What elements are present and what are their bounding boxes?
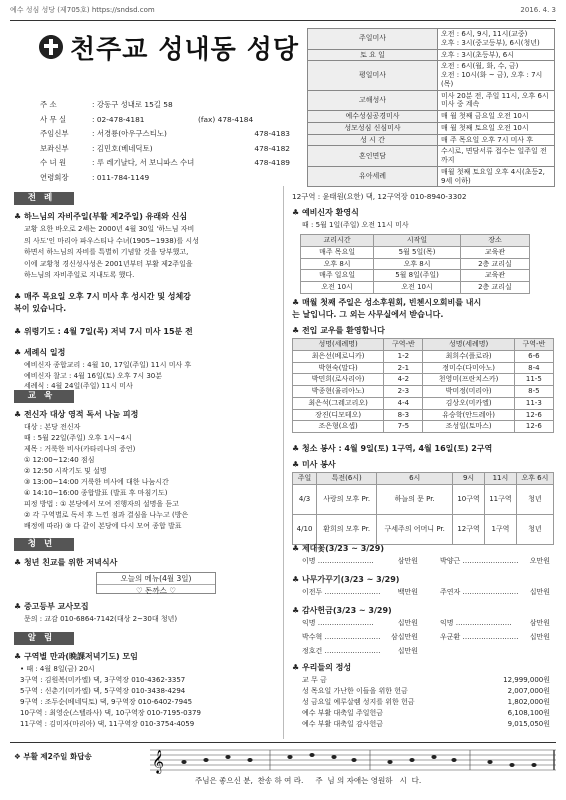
section-liturgy: 전례 [14,192,74,205]
table-header-cell: 구역-반 [514,339,553,351]
table-header-cell: 11시 [485,473,517,485]
hymn-label: ❖ 부활 제2주일 화답송 [14,752,92,761]
table-cell: 11-5 [514,374,553,386]
table-header-cell: 구역-반 [384,339,423,351]
table-cell: 4-2 [384,374,423,386]
donor-amount: 삼십만원 [390,633,418,641]
donor-name: 박양근 …………………… [440,557,519,565]
schedule-value: 매월 첫째 토요일 오후 4시(초등2, 9세 이하) [438,166,555,187]
youth-dinner-heading: ♣ 청년 친교를 위한 저녁식사 [14,558,118,567]
parish-title: 천주교 성내동 성당 [70,35,300,65]
table-cell: 2-3 [384,386,423,398]
evening-prayer-heading: ♣ 구역별 만과(晩課저녁기도) 모임 [14,652,138,661]
baptism-heading: ♣ 세례식 일정 [14,348,66,357]
music-staff-icon [150,746,556,774]
donor-name: 이명 …………………… [302,557,374,565]
donor-amount: 백만원 [397,588,418,596]
offering-amount: 2,007,000원 [507,687,550,695]
donor-amount: 삼만원 [397,557,418,565]
section-education: 교육 [14,390,74,403]
table-cell: 청년 [516,484,553,514]
table-row [293,484,554,514]
retreat-line: 피정 방법 : ① 본당에서 모여 진행자의 설명을 듣고 [24,500,179,508]
table-row [293,397,554,409]
altar-flowers-heading: ♣ 제대꽃(3/23 ~ 3/29) [292,544,384,553]
retreat-line: ③ 13:00~14:00 거룩한 비사에 대한 나눔시간 [24,478,169,486]
table-cell: 7-5 [384,421,423,433]
evening-prayer-line: 10구역 : 최영순(스텔라사) 댁, 10구역장 010-7195-0379 [20,709,201,717]
schedule-row [308,122,555,134]
table-cell: 매주 목요일 [301,246,374,258]
table-row [293,350,554,362]
offerings-heading: ♣ 우리들의 정성 [292,663,352,672]
table-row [293,409,554,421]
table-cell: 5월 5일(목) [374,246,461,258]
contact-label: 보좌신부 [40,143,69,153]
donor-name: 이전두 …………………… [302,588,381,596]
donor-amount: 십만원 [397,619,418,627]
schedule-row [308,61,555,90]
menu-item: ♡ 돈까스 ♡ [136,586,176,596]
donor-amount: 십만원 [529,588,550,596]
retreat-line: 대상 : 본당 전신자 [24,423,81,431]
donor-name: 우군환 …………………… [440,633,519,641]
schedule-label: 주일미사 [308,29,438,50]
schedule-label: 유아세례 [308,166,438,187]
table-cell: 1구역 [485,514,517,544]
table-cell: 매주 일요일 [301,270,374,282]
schedule-label: 토 요 일 [308,49,438,61]
table-cell: 최은선(베로니카) [293,350,384,362]
offering-label: 예수 부활 대축일 감사헌금 [302,720,384,728]
evening-prayer-line: 5구역 : 신춘기(미카엘) 댁, 5구역장 010-3438-4294 [20,687,186,695]
contact-phone: 478-4189 [254,158,290,167]
offering-label: 예수 부활 대축일 주일헌금 [302,709,384,717]
retreat-line: 제목 : 거룩한 비사(카타리나의 증언) [24,445,136,453]
contact-fax: (fax) 478-4184 [198,114,254,124]
table-cell: 11구역 [485,484,517,514]
hymn-lyric: 주님은 좋으신 분, 찬송 하 여 라. 주 님 의 자애는 영원하 시 다. [195,776,422,785]
table-cell: 8-3 [384,409,423,421]
table-cell: 조성일(토마스) [423,421,514,433]
schedule-line: 오전 : 10시(화 ~ 금), 오후 : 7시(목) [441,71,543,88]
table-cell: 8-5 [514,386,553,398]
contact-label: 주임신부 [40,129,69,138]
bulletin-info: 예수 성심 성당 (제705호) https://sndsd.com [10,6,155,14]
zone-12-line: 12구역 : 윤태원(요한) 댁, 12구역장 010-8940-3302 [292,192,467,201]
table-row [293,386,554,398]
donor-name: 주연자 …………………… [440,588,519,596]
retreat-line: 때 : 5월 22일(주일) 오후 1시~4시 [24,434,132,442]
offering-label: 성 목요일 가난한 이들을 위한 헌금 [302,687,408,695]
newcomers-heading: ♣ 전입 교우를 환영합니다 [292,326,385,335]
table-cell: 최은석(그레고리오) [293,397,384,409]
mercy-sunday-line: 하느님의 자비주일로 지내도록 했다. [24,271,135,279]
newcomers-table [292,338,554,433]
table-cell: 2-1 [384,362,423,374]
offering-label: 교 무 금 [302,676,327,684]
table-row [293,374,554,386]
offering-label: 성 금요일 예루살렘 성지를 위한 헌금 [302,698,415,706]
table-header-cell: 교리시간 [301,235,374,247]
schedule-line: 오후 : 3시(초등부), 6시 [441,50,514,59]
schedule-row [308,29,555,50]
schedule-value: 매 월 첫째 금요일 오전 10시 [438,111,555,123]
retreat-line: ① 12:00~12:40 점심 [24,456,95,464]
schedule-value [438,49,555,61]
thanks-offering-heading: ♣ 감사헌금(3/23 ~ 3/29) [292,606,392,615]
offering-amount: 1,802,000원 [507,698,550,706]
baptism-line: 세례식 : 4월 24일(주일) 11시 미사 [24,382,133,390]
schedule-value [438,29,555,50]
table-cell: 최희수(플로라) [423,350,514,362]
table-cell: 5월 8일(주일) [374,270,461,282]
table-cell: 1-2 [384,350,423,362]
contact-value: : 루 레기날다, 서 보니파스 수녀 [92,158,195,167]
contact-label: 연령회장 [40,172,69,182]
menu-box [96,572,216,594]
table-header-row [301,235,530,247]
contact-label: 수 녀 원 [40,158,67,167]
evening-prayer-line: • 때 : 4월 8일(금) 20시 [20,665,95,673]
donor-amount: 십만원 [529,633,550,641]
column-divider [283,186,284,739]
table-header-cell: 6시 [377,473,453,485]
retreat-heading: ♣ 전신자 대상 영적 독서 나눔 피정 [14,410,139,419]
table-header-row [293,339,554,351]
table-row [301,246,530,258]
schedule-value [438,90,555,111]
table-cell: 하늘의 문 Pr. [377,484,453,514]
table-cell: 오후 8시 [374,258,461,270]
schedule-value: 수시로, 면담서류 접수는 일주일 전까지 [438,146,555,167]
mass-service-table [292,472,554,545]
table-cell: 오후 8시 [301,258,374,270]
mass-schedule-table [307,28,555,187]
menu-title: 오늘의 메뉴(4월 3일) [97,573,215,585]
donor-amount: 십만원 [397,647,418,655]
table-row [301,270,530,282]
bottom-divider [10,742,556,743]
teacher-recruit-heading: ♣ 중고등부 교사모집 [14,602,89,611]
table-cell: 12-6 [514,409,553,421]
table-header-cell: 주일 [293,473,317,485]
catechumen-heading: ♣ 예비신자 환영식 [292,208,359,217]
table-cell: 청년 [516,514,553,544]
table-header-cell: 특전(6시) [317,473,377,485]
schedule-row [308,146,555,167]
evening-prayer-line: 11구역 : 김미자(마리아) 댁, 11구역장 010-3754-4059 [20,720,195,728]
table-header-cell: 장소 [460,235,529,247]
schedule-label: 성 시 간 [308,134,438,146]
table-cell: 조은형(요셉) [293,421,384,433]
contact-value: : 강동구 성내로 15길 58 [92,100,173,109]
table-cell: 4/10 [293,514,317,544]
table-cell: 12-6 [514,421,553,433]
donor-name: 박수혁 …………………… [302,633,381,641]
table-row [293,362,554,374]
top-bar [10,6,556,18]
table-cell: 4/3 [293,484,317,514]
table-cell: 정미수(다미아노) [423,362,514,374]
retreat-line: 배정에 따라) ③ 다 같이 본당에 다시 모여 종합 발표 [24,522,182,530]
monthly-dues-line: 는 날입니다. 그 외는 사무실에서 받습니다. [292,310,444,319]
mercy-sunday-line: 의 사도'인 마리아 파우스티나 수녀(1905~1938)를 시성 [24,236,199,245]
schedule-row [308,49,555,61]
contact-value: : 김민호(베네딕토) [92,143,153,153]
schedule-label: 평일미사 [308,61,438,90]
contact-label: 사 무 실 [40,114,67,124]
donor-amount: 오만원 [529,557,550,565]
top-divider [10,20,556,21]
offering-amount: 9,015,050원 [507,720,550,728]
prayer-for-dead-notice: ♣ 위령기도 : 4월 7일(목) 저녁 7시 미사 15분 전 [14,327,193,336]
contact-value: : 02-478-4181 [92,114,145,124]
mercy-sunday-line: 하면서 하느님의 자비를 특별히 기념할 것을 당부했고, [24,248,189,256]
schedule-line: 미사 20분 전, 주일 11시, 오후 6시 미사 중 계속 [441,91,549,109]
table-header-cell: 9시 [453,473,485,485]
donor-name: 익명 …………………… [440,619,512,627]
table-cell: 장진(디모테오) [293,409,384,421]
section-notice: 알림 [14,632,74,645]
schedule-label: 성모성심 신심미사 [308,122,438,134]
table-row [301,258,530,270]
table-row [293,421,554,433]
table-cell: 천영미(프란치스카) [423,374,514,386]
schedule-row [308,90,555,111]
mercy-sunday-line: 이에 교황청 경신성사성은 2001년부터 부활 제2주일을 [24,259,193,268]
table-cell: 환희의 모후 Pr. [317,514,377,544]
table-header-cell: 오후 6시 [516,473,553,485]
schedule-label: 예수성심공경미사 [308,111,438,123]
table-cell: 교육관 [460,270,529,282]
retreat-line: ② 12:50 시작기도 및 설명 [24,467,107,475]
table-cell: 유승학(안드레아) [423,409,514,421]
contact-phone: 478-4182 [254,143,290,153]
table-header-cell: 시작일 [374,235,461,247]
schedule-value: 매 주 목요일 오후 7시 미사 후 [438,134,555,146]
section-youth: 청년 [14,538,74,551]
catechumen-date: 때 : 5월 1일(주일) 오전 11시 미사 [302,221,409,229]
table-cell: 11-3 [514,397,553,409]
schedule-value: 매 월 첫째 토요일 오전 10시 [438,122,555,134]
table-cell: 2층 교리실 [460,258,529,270]
table-cell: 박현숙(말다) [293,362,384,374]
table-cell: 6-6 [514,350,553,362]
table-cell: 박민희(로사리아) [293,374,384,386]
tree-care-heading: ♣ 나무가꾸기(3/23 ~ 3/29) [292,575,400,584]
evening-prayer-line: 9구역 : 조두순(베네딕토) 댁, 9구역장 010-6402-7945 [20,698,193,706]
table-cell: 구세주의 어머니 Pr. [377,514,453,544]
church-logo-icon [38,34,64,60]
table-cell: 박종현(율리아노) [293,386,384,398]
svg-text:𝄞: 𝄞 [152,749,164,773]
table-cell: 사랑의 모후 Pr. [317,484,377,514]
table-cell: 김상오(미카엘) [423,397,514,409]
contact-phone: 478-4183 [254,129,290,138]
table-cell: 12구역 [453,514,485,544]
mercy-sunday-line: 교황 요한 바오로 2세는 2000년 4월 30일 '하느님 자비 [24,225,195,233]
table-cell: 2층 교리실 [460,282,529,294]
table-cell: 박미정(미리아) [423,386,514,398]
cleaning-notice: ♣ 청소 봉사 : 4월 9일(토) 1구역, 4월 16일(토) 2구역 [292,444,493,453]
schedule-label: 혼인면담 [308,146,438,167]
holy-hour-line: ♣ 매주 목요일 오후 7시 미사 후 성시간 및 성체강 [14,292,191,301]
schedule-row [308,134,555,146]
donor-name: 정호건 …………………… [302,647,381,655]
schedule-line: 오후 : 3시(중고등부), 6시(청년) [441,38,540,47]
schedule-label: 고해성사 [308,90,438,111]
schedule-line: 오전 : 6시, 9시, 11시(교중) [441,30,528,38]
catechism-table [300,234,530,294]
contact-value: : 서경룡(아우구스티노) [92,129,167,138]
table-cell: 4-4 [384,397,423,409]
schedule-row [308,111,555,123]
table-header-cell: 성명(세례명) [293,339,384,351]
schedule-row [308,166,555,187]
mass-service-heading: ♣ 미사 봉사 [292,460,336,469]
table-row [301,282,530,294]
table-header-cell: 성명(세례명) [423,339,514,351]
table-cell: 오전 10시 [301,282,374,294]
offering-amount: 12,999,000원 [503,676,550,684]
table-row [293,514,554,544]
table-cell: 오전 10시 [374,282,461,294]
retreat-line: ② 각 구역별로 독서 후 느낀 점과 결심을 나누고 (방은 [24,511,189,519]
schedule-line: 오전 : 6시(월, 화, 수, 금) [441,62,519,71]
donor-name: 익명 …………………… [302,619,374,627]
baptism-line: 예비신자 찰고 : 4월 16일(토) 오후 7시 30분 [24,371,163,380]
offering-amount: 6,108,100원 [507,709,550,717]
table-header-row [293,473,554,485]
schedule-value [438,61,555,90]
retreat-line: ④ 14:10~16:00 종합발표 (발표 후 마침기도) [24,489,168,497]
table-cell: 8-4 [514,362,553,374]
bulletin-date: 2016. 4. 3 [520,6,556,14]
table-cell: 교육관 [460,246,529,258]
holy-hour-line: 복이 있습니다. [14,303,67,313]
teacher-recruit-contact: 문의 : 교감 010-6864-7142(대상 2~30대 청년) [24,615,178,623]
baptism-line: 예비신자 종합교리 : 4월 10, 17일(주일) 11시 미사 후 [24,361,192,369]
contact-label: 주 소 [40,100,57,109]
table-cell: 10구역 [453,484,485,514]
contact-value: : 011-784-1149 [92,172,150,182]
evening-prayer-line: 3구역 : 김원복(미카엘) 댁, 3구역장 010-4362-3357 [20,676,186,684]
monthly-dues-line: ♣ 매월 첫째 주일은 성소후원회, 빈첸시오회비를 내시 [292,298,482,307]
mercy-sunday-heading: ♣ 하느님의 자비주일(부활 제2주일) 유래와 신심 [14,212,188,221]
donor-amount: 삼만원 [529,619,550,627]
